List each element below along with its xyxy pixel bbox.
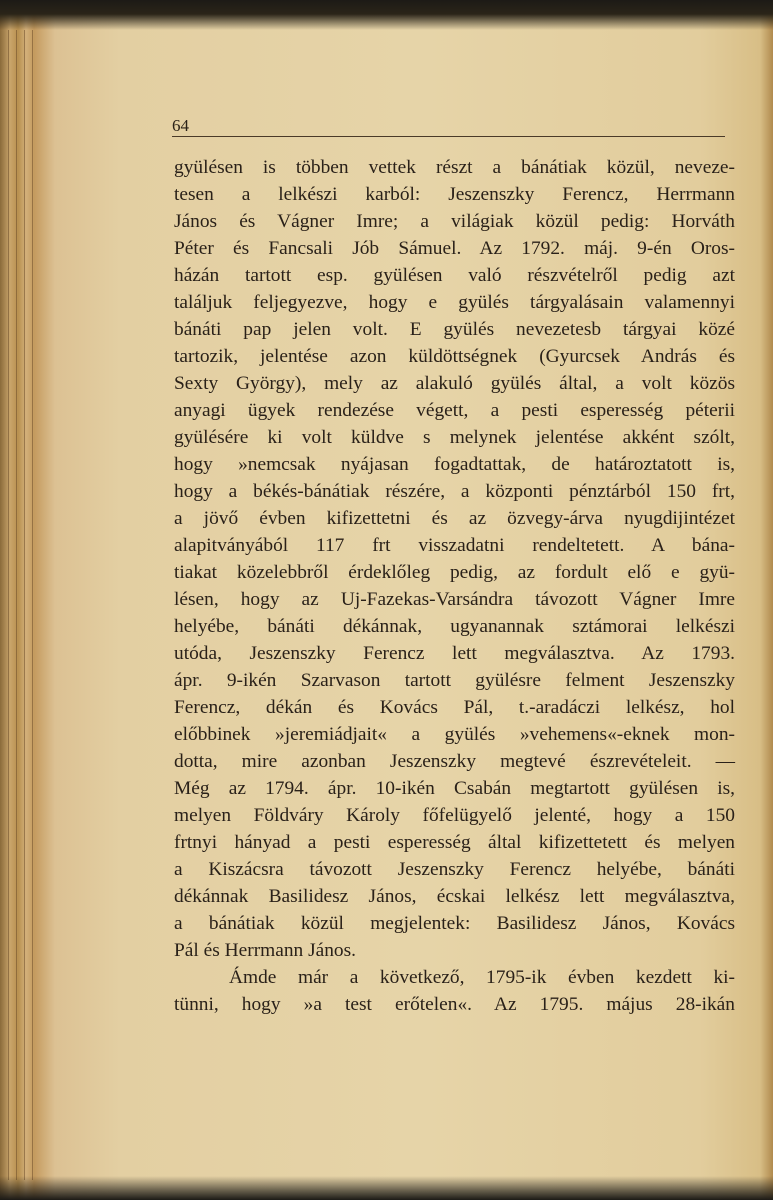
text-line: melyen Földváry Károly főfelügyelő jelenté, hogy a 150 <box>174 805 735 826</box>
text-line: találjuk feljegyezve, hogy e gyülés tárgyalásain valamennyi <box>174 292 735 313</box>
text-line: a bánátiak közül megjelentek: Basilidesz János, Kovács <box>174 913 735 934</box>
text-line: hogy »nemcsak nyájasan fogadtattak, de határoztatott is, <box>174 454 735 475</box>
text-line: tesen a lelkészi karból: Jeszenszky Ferencz, Herrmann <box>174 184 735 205</box>
text-line: dotta, mire azonban Jeszenszky megtevé észrevételeit. — <box>174 751 735 772</box>
text-line: előbbinek »jeremiádjait« a gyülés »vehemens«-eknek mon- <box>174 724 735 745</box>
text-line: Még az 1794. ápr. 10-ikén Csabán megtartott gyülésen is, <box>174 778 735 799</box>
page-edge <box>8 30 9 1180</box>
text-line: Péter és Fancsali Jób Sámuel. Az 1792. máj. 9-én Oros- <box>174 238 735 259</box>
header-rule <box>172 136 725 137</box>
text-line: a jövő évben kifizettetni és az özvegy-árva nyugdijintézet <box>174 508 735 529</box>
text-line: gyülésen is többen vettek részt a bánátiak közül, neveze- <box>174 157 735 178</box>
text-line: ápr. 9-ikén Szarvason tartott gyülésre felment Jeszenszky <box>174 670 735 691</box>
text-line: bánáti pap jelen volt. E gyülés nevezetesb tárgyai közé <box>174 319 735 340</box>
page-edge <box>24 30 25 1180</box>
page-edge <box>16 30 17 1180</box>
page-edge <box>32 30 33 1180</box>
text-line: Ámde már a következő, 1795-ik évben kezdett ki- <box>229 967 735 988</box>
text-line: gyülésére ki volt küldve s melynek jelentése akként szólt, <box>174 427 735 448</box>
text-line: tartozik, jelentése azon küldöttségnek (Gyurcsek András és <box>174 346 735 367</box>
text-line: anyagi ügyek rendezése végett, a pesti esperesség péterii <box>174 400 735 421</box>
text-line: helyébe, bánáti dékánnak, ugyanannak sztámorai lelkészi <box>174 616 735 637</box>
text-line: lésen, hogy az Uj-Fazekas-Varsándra távozott Vágner Imre <box>174 589 735 610</box>
text-line: frtnyi hányad a pesti esperesség által kifizettetett és melyen <box>174 832 735 853</box>
text-line: János és Vágner Imre; a világiak közül pedig: Horváth <box>174 211 735 232</box>
text-line: Ferencz, dékán és Kovács Pál, t.-aradáczi lelkész, hol <box>174 697 735 718</box>
text-line: házán tartott esp. gyülésen való részvételről pedig azt <box>174 265 735 286</box>
text-line: utóda, Jeszenszky Ferencz lett megválasztva. Az 1793. <box>174 643 735 664</box>
text-line: a Kiszácsra távozott Jeszenszky Ferencz helyébe, bánáti <box>174 859 735 880</box>
text-line: alapitványából 117 frt visszadatni rendeltetett. A bána- <box>174 535 735 556</box>
text-line: hogy a békés-bánátiak részére, a központi pénztárból 150 frt, <box>174 481 735 502</box>
text-line: tünni, hogy »a test erőtelen«. Az 1795. május 28-ikán <box>174 994 735 1015</box>
body-text <box>174 154 735 1018</box>
text-line: Sexty György), mely az alakuló gyülés által, a volt közös <box>174 373 735 394</box>
text-line: Pál és Herrmann János. <box>174 940 357 961</box>
page-number: 64 <box>172 116 189 135</box>
text-line: tiakat közelebbről érdeklőleg pedig, az fordult elő e gyü- <box>174 562 735 583</box>
text-line: dékánnak Basilidesz János, écskai lelkész lett megválasztva, <box>174 886 735 907</box>
